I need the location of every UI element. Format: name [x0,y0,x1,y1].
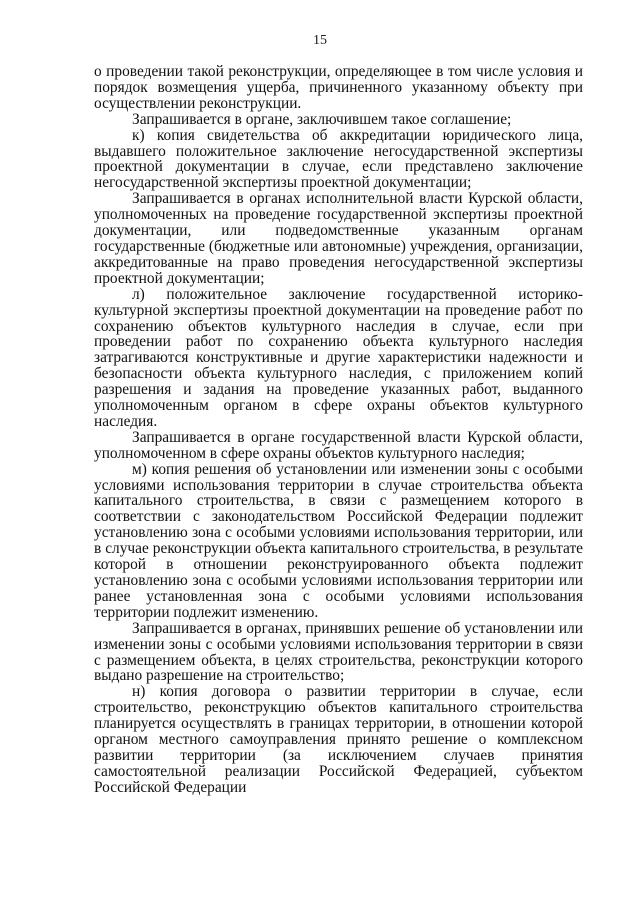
paragraph-request-zone-bodies: Запрашивается в органах, принявших решение об установлении или изменении зоны с особыми условиями использования территории в связи с размещением объекта, в целях строительства, реконструкции которого выдано разрешение на строительство; [94,619,583,685]
paragraph-request-executive-bodies: Запрашивается в органах исполнительной власти Курской области, уполномоченных на проведение государственной экспертизы проектной документации, или подведомственные указанным органам государственные (бюджетные или автономные) учреждения, организации, аккредитованные на право проведения негосударственной экспертизы проектной документации; [94,190,583,287]
paragraph-item-m: м) копия решения об установлении или изменении зоны с особыми условиями использования территории в случае строительства объекта капитального строительства, в связи с размещением которого в соответствии с законодательством Российской Федерации подлежит установлению зона с особыми условиями использования территории, или в случае реконструкции объекта капитального строительства, в результате которой в отношении реконструированного объекта подлежит установлению зона с особыми условиями использования территории или ранее установленная зона с особыми условиями использования территории подлежит изменению. [94,460,583,621]
paragraph-request-heritage-body: Запрашивается в органе государственной власти Курской области, уполномоченном в сфере охраны объектов культурного наследия; [94,428,583,462]
paragraph-request-agreement-body: Запрашивается в органе, заключившем такое соглашение; [132,110,512,128]
paragraph-item-l: л) положительное заключение государственной историко-культурной экспертизы проектной документации на проведение работ по сохранению объектов культурного наследия в случае, если при проведении работ по сохранению объекта культурного наследия затрагиваются конструктивные и другие характеристики надежности и безопасности объекта культурного наследия, с приложением копий разрешения и задания на проведение указанных работ, выданного уполномоченным органом в сфере охраны объектов культурного наследия. [94,285,583,430]
page-number: 15 [313,33,327,48]
paragraph-item-n: н) копия договора о развитии территории в случае, если строительство, реконструкцию объектов капитального строительства планируется осуществлять в границах территории, в отношении которой органом местного самоуправления принято решение о комплексном развитии территории (за исключением случаев принятия самостоятельной реализации Российской Федерацией, субъектом Российской Федерации [94,683,583,796]
document-body [94,64,583,796]
paragraph-item-k: к) копия свидетельства об аккредитации юридического лица, выдавшего положительное заключение негосударственной экспертизы проектной документации в случае, если представлено заключение негосударственной экспертизы проектной документации; [94,126,583,192]
paragraph-continuation: о проведении такой реконструкции, определяющее в том числе условия и порядок возмещения ущерба, причиненного указанному объекту при осуществлении реконструкции. [94,63,583,112]
